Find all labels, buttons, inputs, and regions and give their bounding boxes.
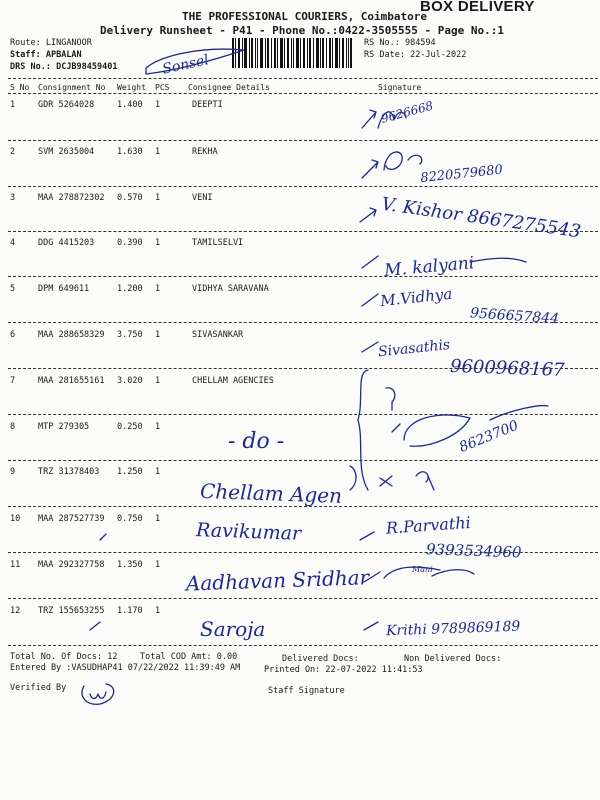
hand-row-10-signature: R.Parvathi — [385, 512, 472, 538]
row-11-weight: 1.350 — [117, 560, 143, 570]
row-2-consignment: SVM 2635004 — [38, 147, 95, 157]
row-2-rule — [8, 186, 598, 187]
box-delivery-title: BOX DELIVERY — [420, 0, 535, 15]
drs-value: DCJB98459401 — [56, 62, 118, 72]
row-7-consignment: MAA 281655161 — [38, 376, 105, 386]
row-6-sno: 6 — [10, 330, 16, 340]
row-8-weight: 0.250 — [117, 422, 143, 432]
col-pcs: PCS — [155, 83, 170, 92]
row-5-pcs: 1 — [155, 284, 161, 294]
delivered-docs-label: Delivered Docs: — [282, 654, 359, 664]
hand-row-3: V. Kishor 8667275543 — [380, 193, 583, 243]
row-8-sno: 8 — [10, 422, 16, 432]
verified-by-label: Verified By — [10, 683, 67, 693]
table-bottom-rule — [8, 645, 598, 646]
hand-phone-5: 9566657844 — [469, 305, 560, 328]
drs-label: DRS No.: — [10, 62, 51, 72]
hand-row-12: Saroja — [200, 617, 266, 641]
col-consignee: Consignee Details — [188, 83, 270, 92]
verified-by-signature — [76, 676, 126, 710]
hand-row-4: M. kalyani — [383, 253, 476, 281]
drs-line — [10, 62, 118, 72]
barcode — [232, 38, 352, 68]
row-1-sno: 1 — [10, 100, 16, 110]
row-6-consignment: MAA 288658329 — [38, 330, 105, 340]
table-top-rule — [8, 78, 598, 79]
hand-phone-1: 9626668 — [379, 98, 435, 126]
header-stamp-text: Sonsel — [160, 52, 211, 78]
row-4-consignee: TAMILSELVI — [192, 238, 244, 248]
row-8-pcs: 1 — [155, 422, 161, 432]
row-6-rule — [8, 368, 598, 369]
row-12-pcs: 1 — [155, 606, 161, 616]
rs-no-line — [364, 38, 436, 48]
row-10-rule — [8, 552, 598, 553]
col-weight: Weight — [117, 83, 146, 92]
row-1-consignee: DEEPTI — [192, 100, 223, 110]
non-delivered-docs-label: Non Delivered Docs: — [404, 654, 502, 664]
total-cod-value: 0.00 — [216, 652, 238, 662]
staff-signature-label: Staff Signature — [268, 686, 345, 696]
row-5-consignee: VIDHYA SARAVANA — [192, 284, 269, 294]
route-label: Route: — [10, 38, 41, 48]
total-docs-value: 12 — [107, 652, 118, 662]
row-12-consignment: TRZ 155653255 — [38, 606, 105, 616]
hand-phone-8: 8623700 — [456, 417, 521, 456]
row-5-weight: 1.200 — [117, 284, 143, 294]
rs-date-line — [364, 50, 466, 60]
printed-on-label: Printed On: — [264, 665, 321, 675]
row-9-weight: 1.250 — [117, 467, 143, 477]
total-cod — [140, 652, 237, 662]
hand-row-11: Aadhavan Sridhar — [185, 565, 370, 596]
row-4-consignment: DDG 4415203 — [38, 238, 95, 248]
entered-by — [10, 663, 240, 673]
row-8-consignment: MTP 279305 — [38, 422, 90, 432]
hand-row-9: Chellam Agen — [199, 478, 343, 508]
col-signature: Signature — [378, 83, 422, 92]
hand-row-5: M.Vidhya — [379, 284, 454, 311]
entered-by-value: VASUDHAP41 07/22/2022 11:39:49 AM — [71, 663, 241, 673]
route-value: LINGANOOR — [45, 38, 92, 48]
row-3-consignment: MAA 278872302 — [38, 193, 105, 203]
row-7-pcs: 1 — [155, 376, 161, 386]
row-9-sno: 9 — [10, 467, 16, 477]
row-8-rule — [8, 460, 598, 461]
row-12-sno: 12 — [10, 606, 21, 616]
row-6-consignee: SIVASANKAR — [192, 330, 244, 340]
staff-label: Staff: — [10, 50, 41, 60]
row-5-consignment: DPM 649611 — [38, 284, 90, 294]
hand-phone-10: 9393534960 — [425, 540, 522, 562]
rs-date-value: 22-Jul-2022 — [410, 50, 467, 60]
hand-row-12-signature: Krithi 9789869189 — [385, 618, 521, 640]
row-7-sno: 7 — [10, 376, 16, 386]
hand-row-6: Sivasathis — [377, 336, 451, 361]
hand-row-11-signature: Mani — [412, 565, 433, 574]
row-4-weight: 0.390 — [117, 238, 143, 248]
table-header-rule — [8, 93, 598, 94]
row-10-sno: 10 — [10, 514, 21, 524]
row-10-consignment: MAA 287527739 — [38, 514, 105, 524]
col-consignment: Consignment No — [38, 83, 106, 92]
row-11-consignment: MAA 292327758 — [38, 560, 105, 570]
staff-line — [10, 50, 82, 60]
row-4-sno: 4 — [10, 238, 16, 248]
row-4-pcs: 1 — [155, 238, 161, 248]
row-1-consignment: GDR 5264028 — [38, 100, 95, 110]
row-6-pcs: 1 — [155, 330, 161, 340]
total-cod-label: Total COD Amt: — [140, 652, 212, 662]
company-name: THE PROFESSIONAL COURIERS, Coimbatore — [182, 10, 428, 23]
row-1-weight: 1.400 — [117, 100, 143, 110]
row-4-rule — [8, 276, 598, 277]
row-3-sno: 3 — [10, 193, 16, 203]
row-5-rule — [8, 322, 598, 323]
rs-date-label: RS Date: — [364, 50, 405, 60]
rs-no-value: 984594 — [404, 38, 436, 48]
row-2-weight: 1.630 — [117, 147, 143, 157]
row-11-sno: 11 — [10, 560, 21, 570]
row-1-pcs: 1 — [155, 100, 161, 110]
row-6-weight: 3.750 — [117, 330, 143, 340]
row-10-weight: 0.750 — [117, 514, 143, 524]
row-3-consignee: VENI — [192, 193, 213, 203]
row-2-sno: 2 — [10, 147, 16, 157]
row-5-sno: 5 — [10, 284, 16, 294]
row-1-rule — [8, 140, 598, 141]
row-10-pcs: 1 — [155, 514, 161, 524]
row-9-rule — [8, 506, 598, 507]
entered-by-label: Entered By : — [10, 663, 72, 673]
row-7-consignee: CHELLAM AGENCIES — [192, 376, 274, 386]
row-11-rule — [8, 598, 598, 599]
row-9-consignment: TRZ 31378403 — [38, 467, 100, 477]
total-docs-label: Total No. Of Docs: — [10, 652, 103, 662]
runsheet-title: Delivery Runsheet - P41 - Phone No.:0422-3505555 - Page No.:1 — [100, 24, 504, 37]
route-line — [10, 38, 92, 48]
rs-no-label: RS No.: — [364, 38, 400, 48]
row-12-weight: 1.170 — [117, 606, 143, 616]
hand-phone-2: 8220579680 — [419, 162, 504, 187]
hand-row-8: - do - — [228, 429, 285, 454]
col-sno: S No — [10, 83, 30, 92]
row-11-pcs: 1 — [155, 560, 161, 570]
row-2-pcs: 1 — [155, 147, 161, 157]
staff-value: APBALAN — [45, 50, 82, 60]
printed-on-value: 22-07-2022 11:41:53 — [325, 665, 423, 675]
row-9-pcs: 1 — [155, 467, 161, 477]
row-3-rule — [8, 231, 598, 232]
total-docs — [10, 652, 118, 662]
row-2-consignee: REKHA — [192, 147, 218, 157]
printed-on — [264, 665, 423, 675]
row-3-weight: 0.570 — [117, 193, 143, 203]
hand-phone-6: 9600968167 — [449, 355, 565, 381]
row-7-rule — [8, 414, 598, 415]
row-7-weight: 3.020 — [117, 376, 143, 386]
row-3-pcs: 1 — [155, 193, 161, 203]
hand-row-10: Ravikumar — [195, 519, 302, 545]
